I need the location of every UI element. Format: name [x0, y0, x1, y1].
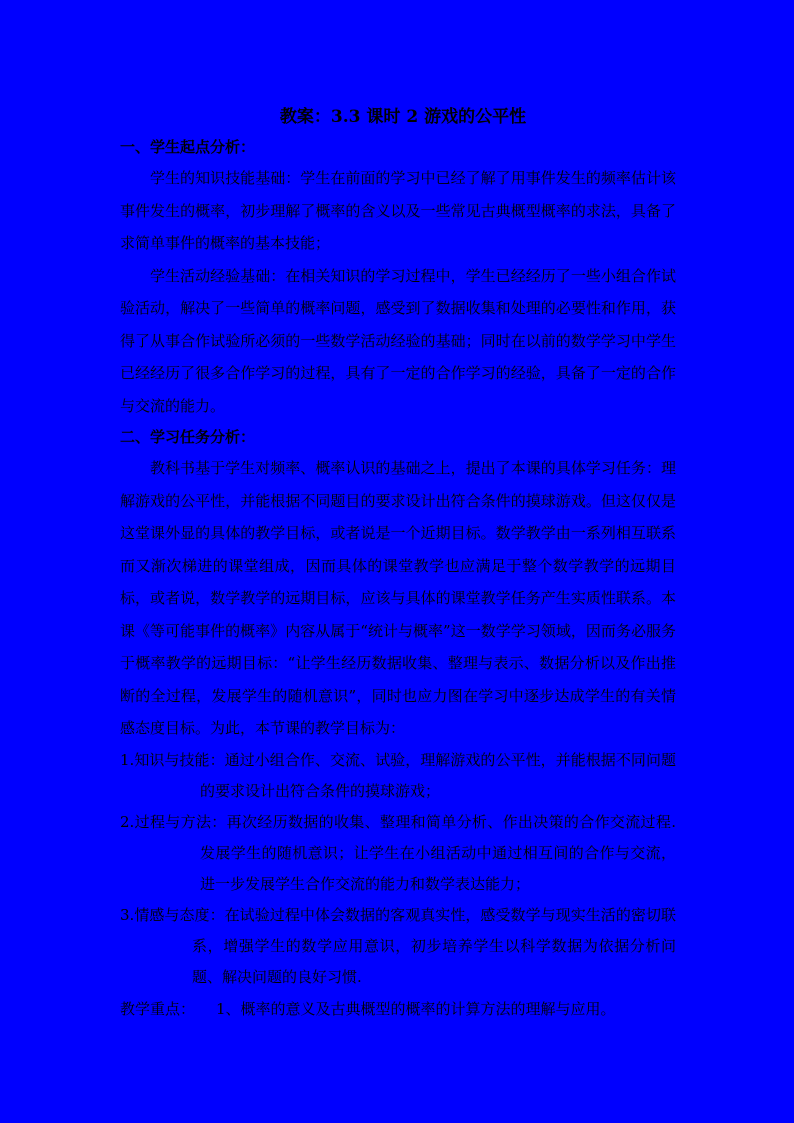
goal-emotion-attitude: 3.情感与态度：在试验过程中体会数据的客观真实性，感受数学与现实生活的密切联系，增强学生的数学应用意识，初步培养学生以科学数据为依据分析问题、解决问题的良好习惯.: [120, 905, 676, 986]
teaching-focus: [120, 993, 676, 1025]
paragraph-activity-experience: 学生活动经验基础：在相关知识的学习过程中，学生已经经历了一些小组合作试验活动，解决了一些简单的概率问题，感受到了数据收集和处理的必要性和作用，获得了从事合作试验所必须的一些数学活动经验的基础；同时在以前的数学学习中学生已经经历了很多合作学习的过程，具有了一定的合作学习的经验，具备了一定的合作与交流的能力。: [120, 266, 676, 415]
teaching-focus-text: 1、概率的意义及古典概型的概率的计算方法的理解与应用。: [216, 999, 616, 1018]
section-heading-student-analysis: 一、学生起点分析：: [120, 138, 256, 156]
goal-process-methods: 2.过程与方法：再次经历数据的收集、整理和简单分析、作出决策的合作交流过程.发展学生的随机意识；让学生在小组活动中通过相互间的合作与交流，进一步发展学生合作交流的能力和数学表达能力；: [120, 812, 676, 893]
paragraph-knowledge-skills: 学生的知识技能基础：学生在前面的学习中已经了解了用事件发生的频率估计该事件发生的概率，初步理解了概率的含义以及一些常见古典概型概率的求法，具备了求简单事件的概率的基本技能；: [120, 169, 676, 252]
paragraph-task-analysis: 教科书基于学生对频率、概率认识的基础之上，提出了本课的具体学习任务：理解游戏的公平性，并能根据不同题目的要求设计出符合条件的摸球游戏。但这仅仅是这堂课外显的具体的教学目标，或者说是一个近期目标。数学教学由一系列相互联系而又渐次梯进的课堂组成，因而具体的课堂教学也应满足于整个数学教学的远期目标，或者说，数学教学的远期目标，应该与具体的课堂教学任务产生实质性联系。本课《等可能事件的概率》内容从属于“统计与概率”这一数学学习领域，因而务必服务于概率教学的远期目标：“让学生经历数据收集、整理与表示、数据分析以及作出推断的全过程，发展学生的随机意识”，同时也应力图在学习中逐步达成学生的有关情感态度目标。为此，本节课的教学目标为：: [120, 459, 676, 737]
teaching-focus-label: 教学重点：: [120, 999, 196, 1018]
section-heading-task-analysis: 二、学习任务分析：: [120, 428, 256, 446]
document-page: [120, 102, 676, 1025]
document-title: 教案：3.3 课时 2 游戏的公平性: [279, 107, 527, 127]
goal-knowledge-skills: 1.知识与技能：通过小组合作、交流、试验，理解游戏的公平性，并能根据不同问题的要求设计出符合条件的摸球游戏；: [120, 750, 676, 800]
